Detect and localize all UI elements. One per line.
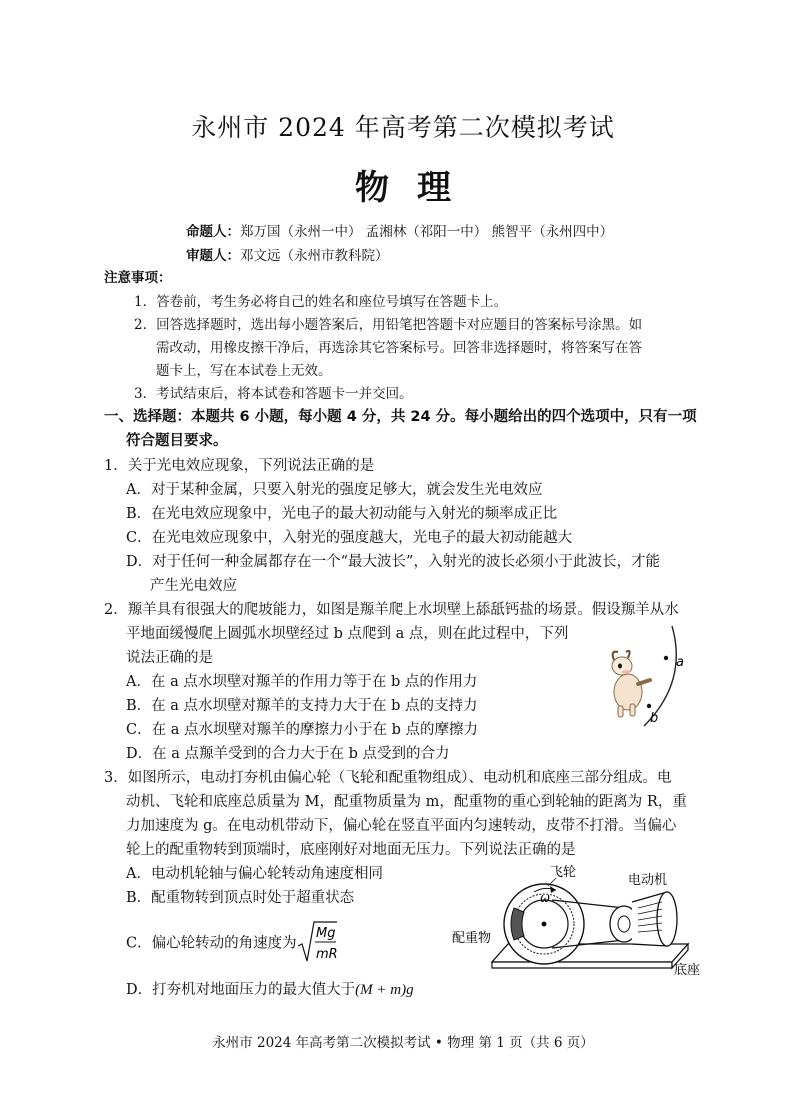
q1-option-d: D．对于任何一种金属都存在一个“最大波长”，入射光的波长必须小于此波长，才能 (126, 554, 660, 570)
rammer-figure (452, 862, 708, 980)
q1-option-a: A．对于某种金属，只要入射光的强度足够大，就会发生光电效应 (126, 482, 543, 498)
sqrt-formula (297, 920, 337, 964)
authors-label: 命题人： (186, 224, 240, 240)
page-footer: 永州市 2024 年高考第二次模拟考试 • 物理 第 1 页（共 6 页） (212, 1035, 594, 1051)
notes-item-3: 3．考试结束后，将本试卷和答题卡一并交回。 (134, 386, 413, 402)
goat-icon (612, 651, 650, 717)
flywheel-label: 飞轮 (550, 865, 577, 880)
section-heading-cont: 符合题目要求。 (126, 433, 228, 449)
q1-option-d-cont: 产生光电效应 (150, 578, 237, 594)
notes-item-2-cont: 需改动，用橡皮擦干净后，再选涂其它答案标号。回答非选择题时，将答案写在答 (156, 340, 642, 356)
q3-option-d (126, 978, 414, 999)
section-heading: 一、选择题：本题共 6 小题，每小题 4 分，共 24 分。每小题给出的四个选项中，只有一项 (104, 409, 697, 425)
sqrt-denominator: mR (315, 947, 337, 962)
point-a-label: a (676, 655, 684, 670)
q3-option-a: A．电动机轮轴与偏心轮转动角速度相同 (126, 866, 383, 882)
point-b-label: b (650, 711, 659, 726)
q2-option-b: B．在 a 点水坝壁对羱羊的支持力大于在 b 点的支持力 (126, 698, 478, 714)
base-label: 底座 (674, 963, 701, 978)
subject-title: 物理 (355, 168, 479, 208)
weight-label: 配重物 (452, 931, 492, 946)
counterweight (511, 908, 524, 940)
q1-option-c: C．在光电效应现象中，入射光的强度越大，光电子的最大初动能越大 (126, 530, 573, 546)
notes-heading: 注意事项： (104, 270, 172, 286)
sqrt-numerator: Mg (315, 926, 336, 941)
reviewer-label: 审题人： (186, 248, 240, 264)
sqrt-sign (297, 920, 337, 964)
q3-option-d-text: D．打夯机对地面压力的最大值大于 (126, 982, 356, 998)
point-a-dot (664, 656, 668, 660)
q3-stem: 3．如图所示，电动打夯机由偏心轮（飞轮和配重物组成）、电动机和底座三部分组成。电 (104, 770, 672, 786)
q3-option-c (126, 920, 337, 964)
notes-item-2-cont2: 题卡上，写在本试卷上无效。 (156, 363, 332, 379)
q3-option-c-text: C．偏心轮转动的角速度为 (126, 935, 297, 952)
q3-option-b: B．配重物转到顶点时处于超重状态 (126, 890, 355, 906)
q2-stem: 2．羱羊具有很强大的爬坡能力，如图是羱羊爬上水坝壁上舔舐钙盐的场景。假设羱羊从水 (104, 602, 679, 618)
q2-option-c: C．在 a 点水坝壁对羱羊的摩擦力小于在 b 点的摩擦力 (126, 722, 478, 738)
exam-title: 永州市 2024 年高考第二次模拟考试 (191, 113, 615, 142)
point-b-dot (647, 704, 651, 708)
goat-dam-figure (600, 622, 710, 732)
motor-label: 电动机 (628, 873, 668, 888)
q1-stem: 1．关于光电效应现象，下列说法正确的是 (104, 458, 375, 474)
q3-option-d-formula: (M + m)g (355, 982, 414, 998)
q2-stem-cont: 平地面缓慢爬上圆弧水坝壁经过 b 点爬到 a 点，则在此过程中，下列 (126, 626, 569, 642)
authors-line (186, 220, 613, 240)
q1-option-b: B．在光电效应现象中，光电子的最大初动能与入射光的频率成正比 (126, 506, 558, 522)
axle (542, 922, 547, 927)
q3-stem-cont2: 力加速度为 g。在电动机带动下，偏心轮在竖直平面内匀速转动，皮带不打滑。当偏心 (126, 818, 677, 834)
q3-stem-cont: 动机、飞轮和底座总质量为 M，配重物质量为 m，配重物的重心到轮轴的距离为 R，重 (126, 794, 687, 810)
notes-item-1: 1．答卷前，考生务必将自己的姓名和座位号填写在答题卡上。 (134, 294, 508, 310)
dam-arc (644, 626, 676, 726)
q2-option-a: A．在 a 点水坝壁对羱羊的作用力等于在 b 点的作用力 (126, 674, 478, 690)
reviewer-line (186, 244, 389, 264)
authors-value: 郑万国（永州一中） 孟湘林（祁阳一中） 熊智平（永州四中） (240, 224, 614, 240)
reviewer-value: 邓文远（永州市教科院） (240, 248, 389, 264)
omega-label: ω (540, 891, 551, 905)
q2-option-d: D．在 a 点羱羊受到的合力大于在 b 点受到的合力 (126, 746, 450, 762)
q2-stem-cont2: 说法正确的是 (126, 650, 213, 666)
notes-item-2: 2．回答选择题时，选出每小题答案后，用铅笔把答题卡对应题目的答案标号涂黑。如 (134, 317, 643, 333)
q3-stem-cont3: 轮上的配重物转到顶端时，底座刚好对地面无压力。下列说法正确的是 (126, 842, 576, 858)
